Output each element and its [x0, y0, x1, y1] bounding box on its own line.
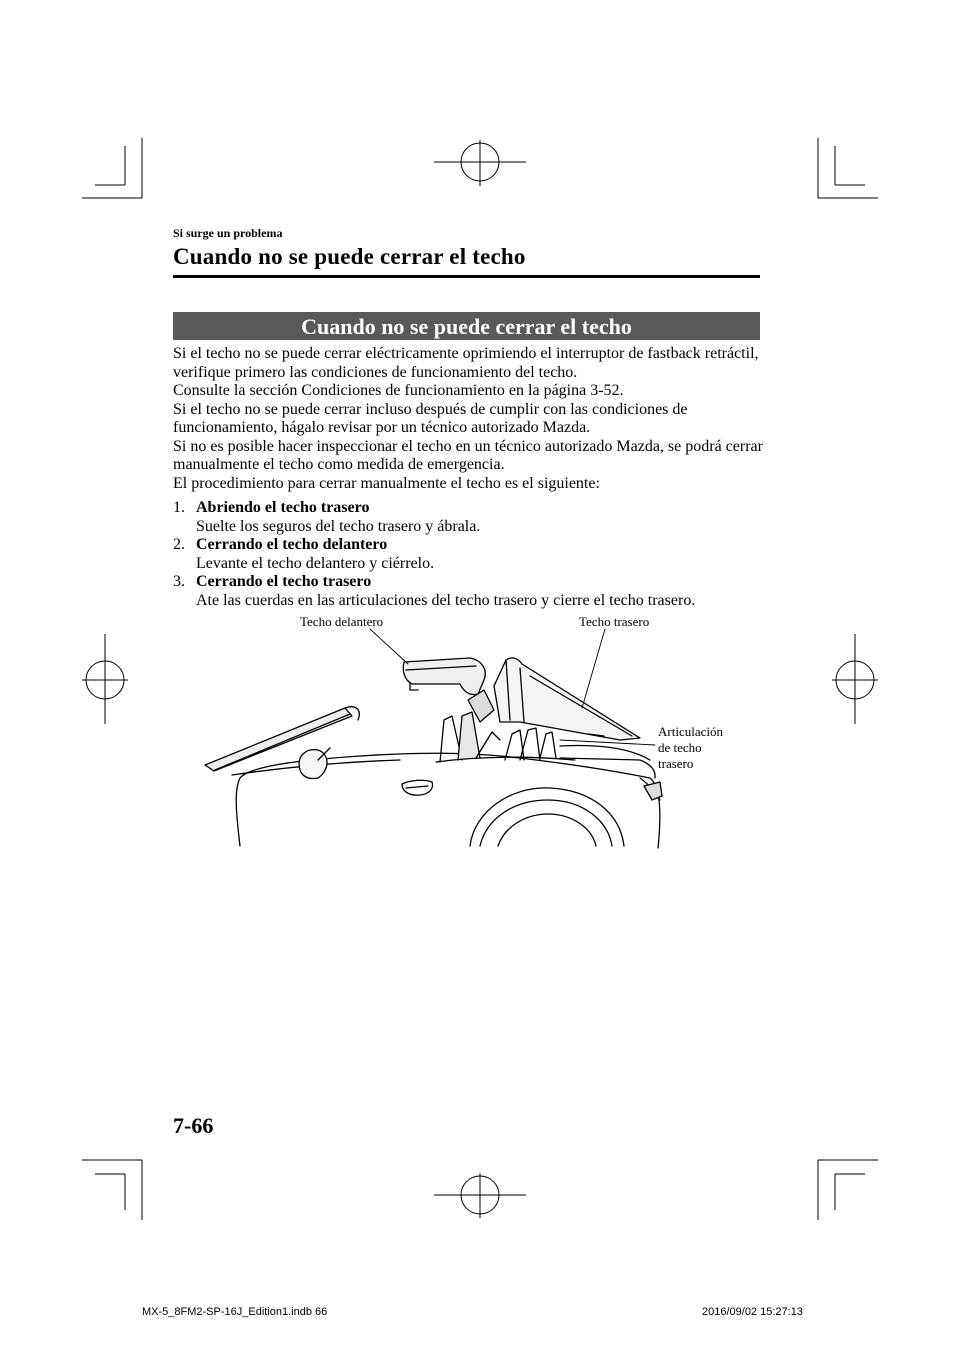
step-description: Levante el techo delantero y ciérrelo.: [196, 554, 435, 572]
page-title: Cuando no se puede cerrar el techo: [173, 244, 526, 269]
paragraph-line: Si el techo no se puede cerrar eléctricamente oprimiendo el interruptor de fastback retráctil,: [173, 345, 759, 362]
section-banner: Cuando no se puede cerrar el techo: [173, 312, 760, 340]
footer-file: MX-5_8FM2-SP-16J_Edition1.indb 66: [142, 1306, 328, 1318]
step-title: Cerrando el techo delantero: [196, 536, 388, 554]
hinge-label-line: de techo: [658, 740, 702, 755]
step-number: 1.: [173, 499, 185, 516]
footer-timestamp: 2016/09/02 15:27:13: [702, 1306, 803, 1318]
paragraph-line: Consulte la sección Condiciones de funcionamiento en la página 3-52.: [173, 382, 624, 399]
step-title: Abriendo el techo trasero: [196, 499, 370, 516]
step-title: Cerrando el techo trasero: [196, 573, 372, 591]
hinge-label-line: trasero: [658, 756, 694, 771]
paragraph-line: funcionamiento, hágalo revisar por un técnico autorizado Mazda.: [173, 419, 591, 436]
section-name: Si surge un problema: [173, 226, 283, 240]
step-number: 2.: [173, 536, 185, 554]
page-number: 7-66: [173, 1113, 214, 1138]
step-description: Suelte los seguros del techo trasero y ábrala.: [196, 517, 481, 535]
hinge-label: [658, 724, 723, 772]
paragraph-line: Si el techo no se puede cerrar incluso después de cumplir con las condiciones de: [173, 400, 688, 418]
step-description: Ate las cuerdas en las articulaciones del techo trasero y cierre el techo trasero.: [196, 591, 696, 609]
paragraph-line: Si no es posible hacer inspeccionar el techo en un técnico autorizado Mazda, se podrá cerrar: [173, 437, 763, 455]
paragraph-line: manualmente el techo como medida de emergencia.: [173, 456, 505, 473]
rear-roof-label: Techo trasero: [579, 614, 650, 629]
paragraph-line: verifique primero las condiciones de funcionamiento del techo.: [173, 363, 578, 381]
paragraph-line: El procedimiento para cerrar manualmente el techo es el siguiente:: [173, 474, 600, 492]
step-number: 3.: [173, 573, 185, 591]
front-roof-label: Techo delantero: [300, 614, 384, 629]
hinge-label-line: Articulación: [658, 724, 723, 739]
